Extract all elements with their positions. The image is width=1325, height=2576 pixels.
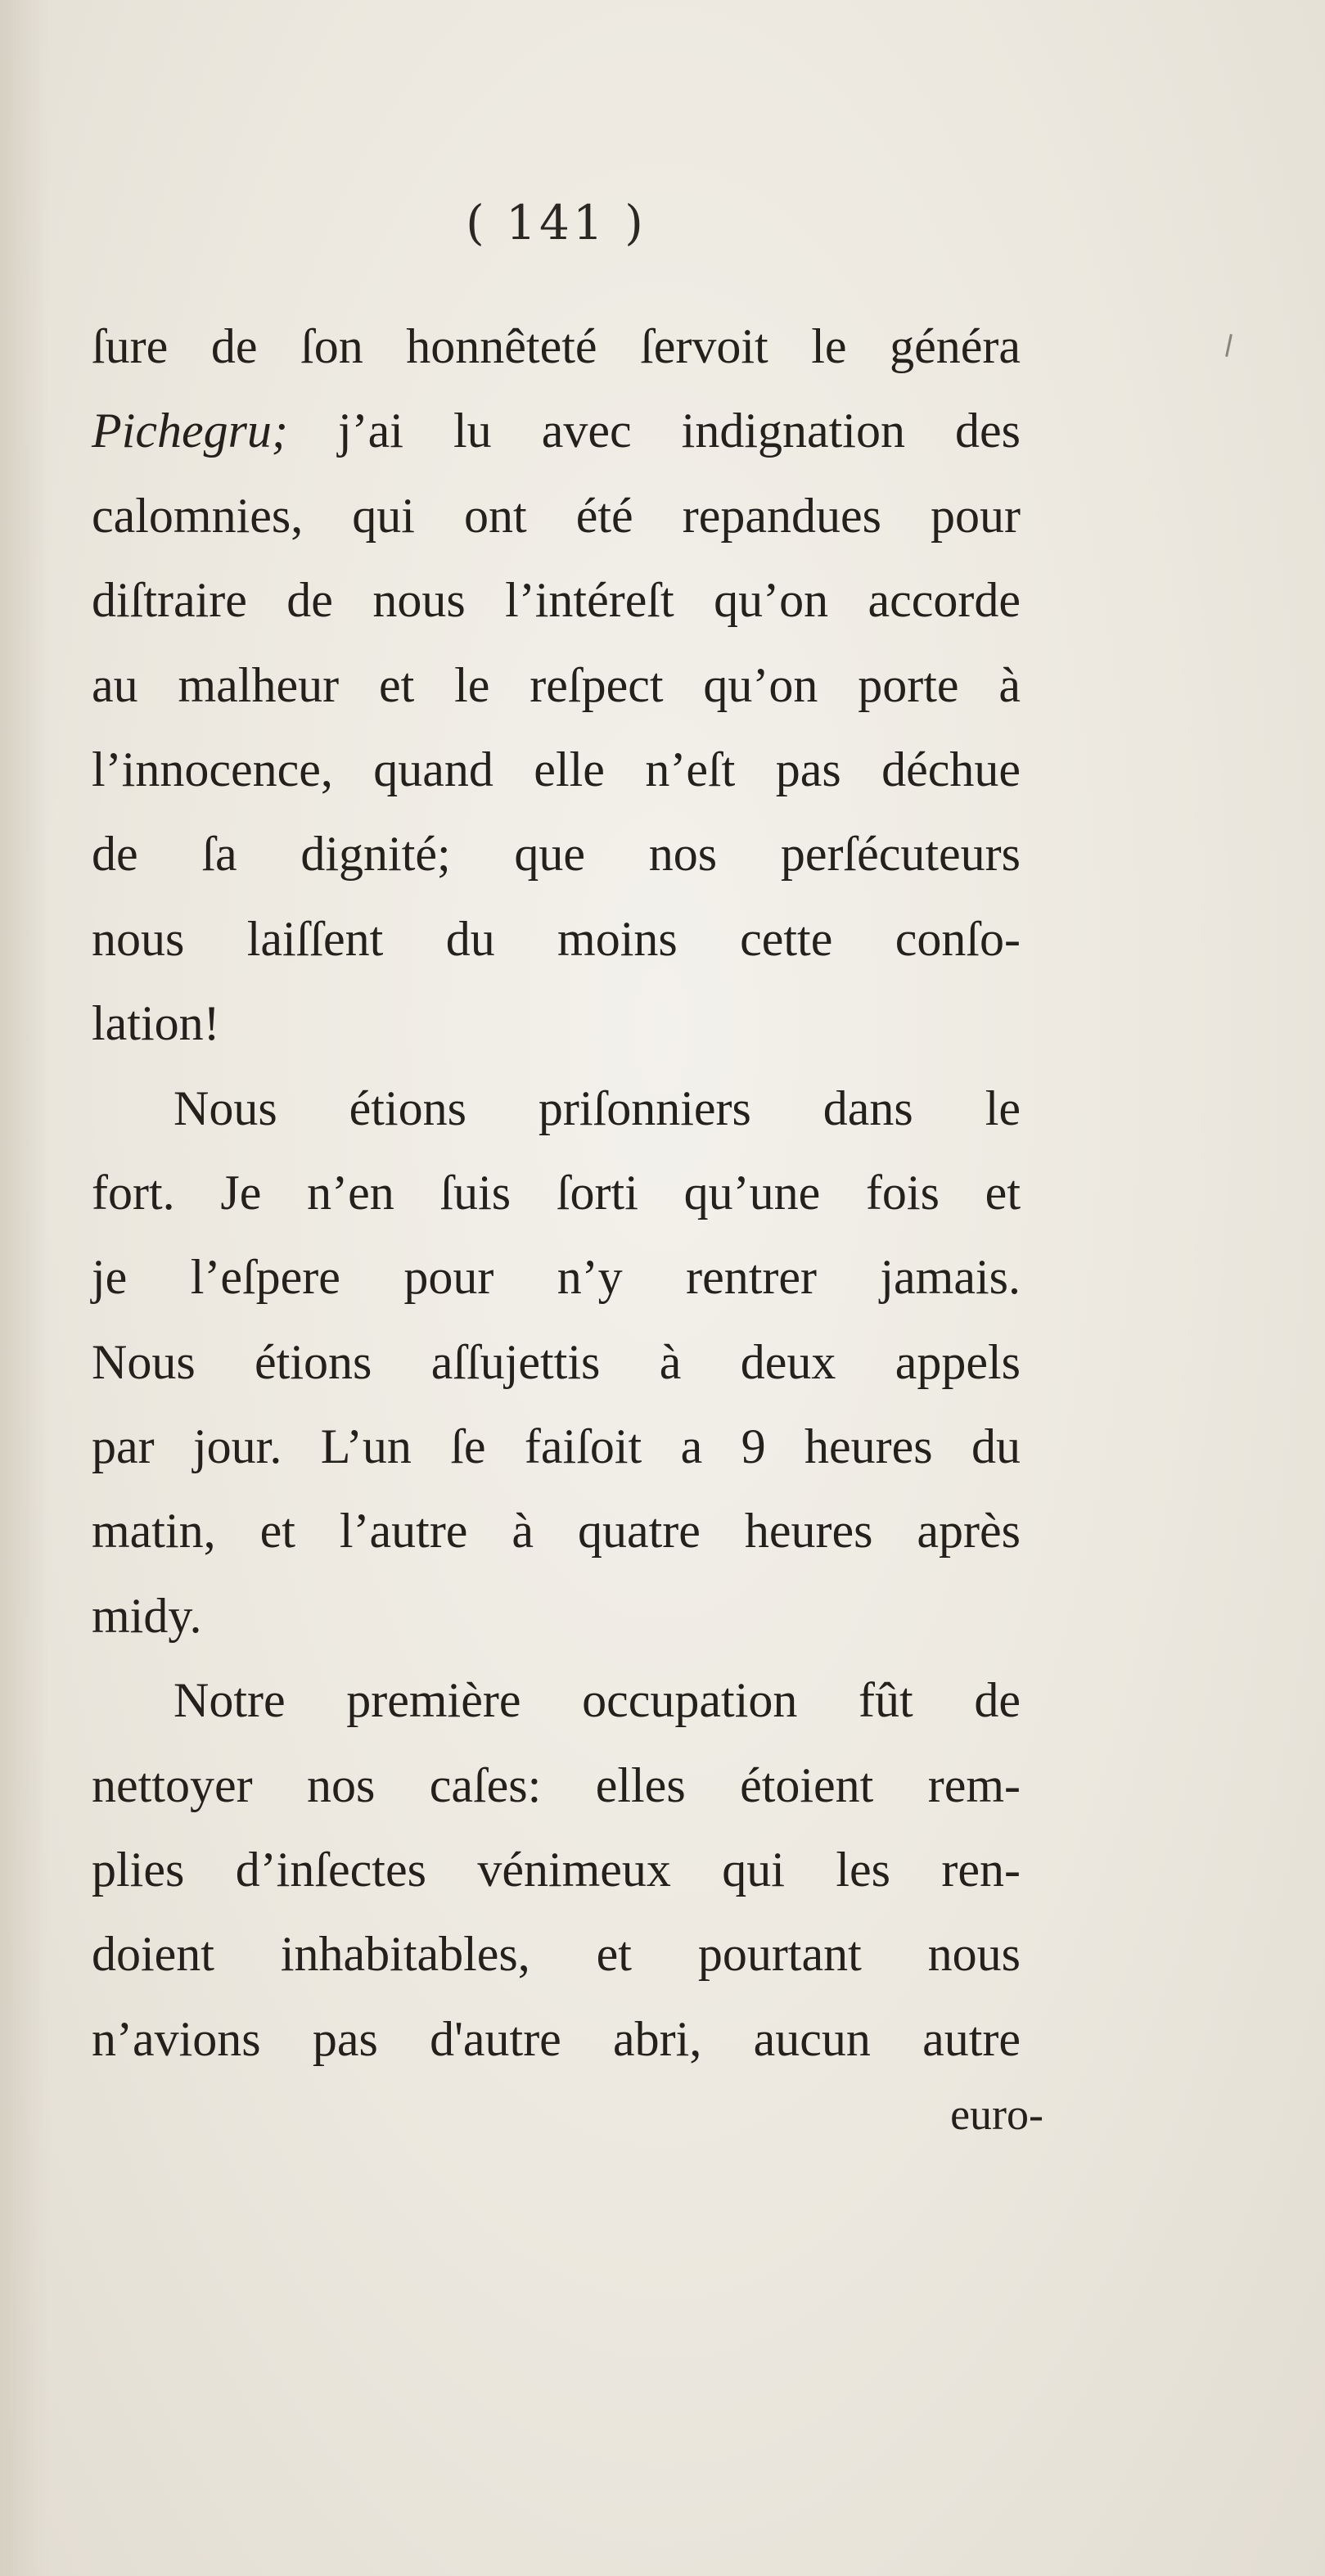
text-line: n’avions pas d'autre abri, aucun autre (92, 2011, 1021, 2066)
margin-mark (1225, 334, 1233, 357)
text-line: lation! (92, 996, 220, 1051)
page-number: ( 141 ) (466, 195, 647, 250)
text-line: midy. (92, 1588, 202, 1643)
text-line: matin, et l’autre à quatre heures après (92, 1504, 1021, 1559)
text-line: Notre première occupation fût de (174, 1673, 1021, 1728)
text-line: Nous étions priſonniers dans le (174, 1080, 1021, 1135)
text-line (92, 389, 1021, 473)
body-text (92, 305, 1021, 2082)
catchword: euro- (950, 2090, 1043, 2139)
text-line: nous laiſſent du moins cette conſo- (92, 911, 1021, 966)
line-rest: j’ai lu avec indignation des (287, 404, 1021, 458)
text-line: fort. Je n’en ſuis ſorti qu’une fois et (92, 1165, 1021, 1220)
text-line: de ſa dignité; que nos perſécuteurs (92, 827, 1021, 882)
page-gutter-shadow (0, 0, 49, 2576)
text-line: Nous étions aſſujettis à deux appels (92, 1334, 1021, 1389)
text-line: diſtraire de nous l’intéreſt qu’on accorde (92, 573, 1021, 628)
text-line: l’innocence, quand elle n’eſt pas déchue (92, 742, 1021, 796)
text-line: au malheur et le reſpect qu’on porte à (92, 657, 1021, 712)
text-line: ſure de ſon honnêteté ſervoit le généra (92, 319, 1021, 373)
text-line: calomnies, qui ont été repandues pour (92, 488, 1021, 543)
text-line: plies d’inſectes vénimeux qui les ren- (92, 1843, 1021, 1897)
text-line: je l’eſpere pour n’y rentrer jamais. (92, 1250, 1021, 1305)
italic-name: Pichegru; (92, 404, 288, 458)
text-line: par jour. L’un ſe faiſoit a 9 heures du (92, 1419, 1021, 1474)
text-line: doient inhabitables, et pourtant nous (92, 1927, 1021, 1982)
text-line: nettoyer nos caſes: elles étoient rem- (92, 1757, 1021, 1812)
